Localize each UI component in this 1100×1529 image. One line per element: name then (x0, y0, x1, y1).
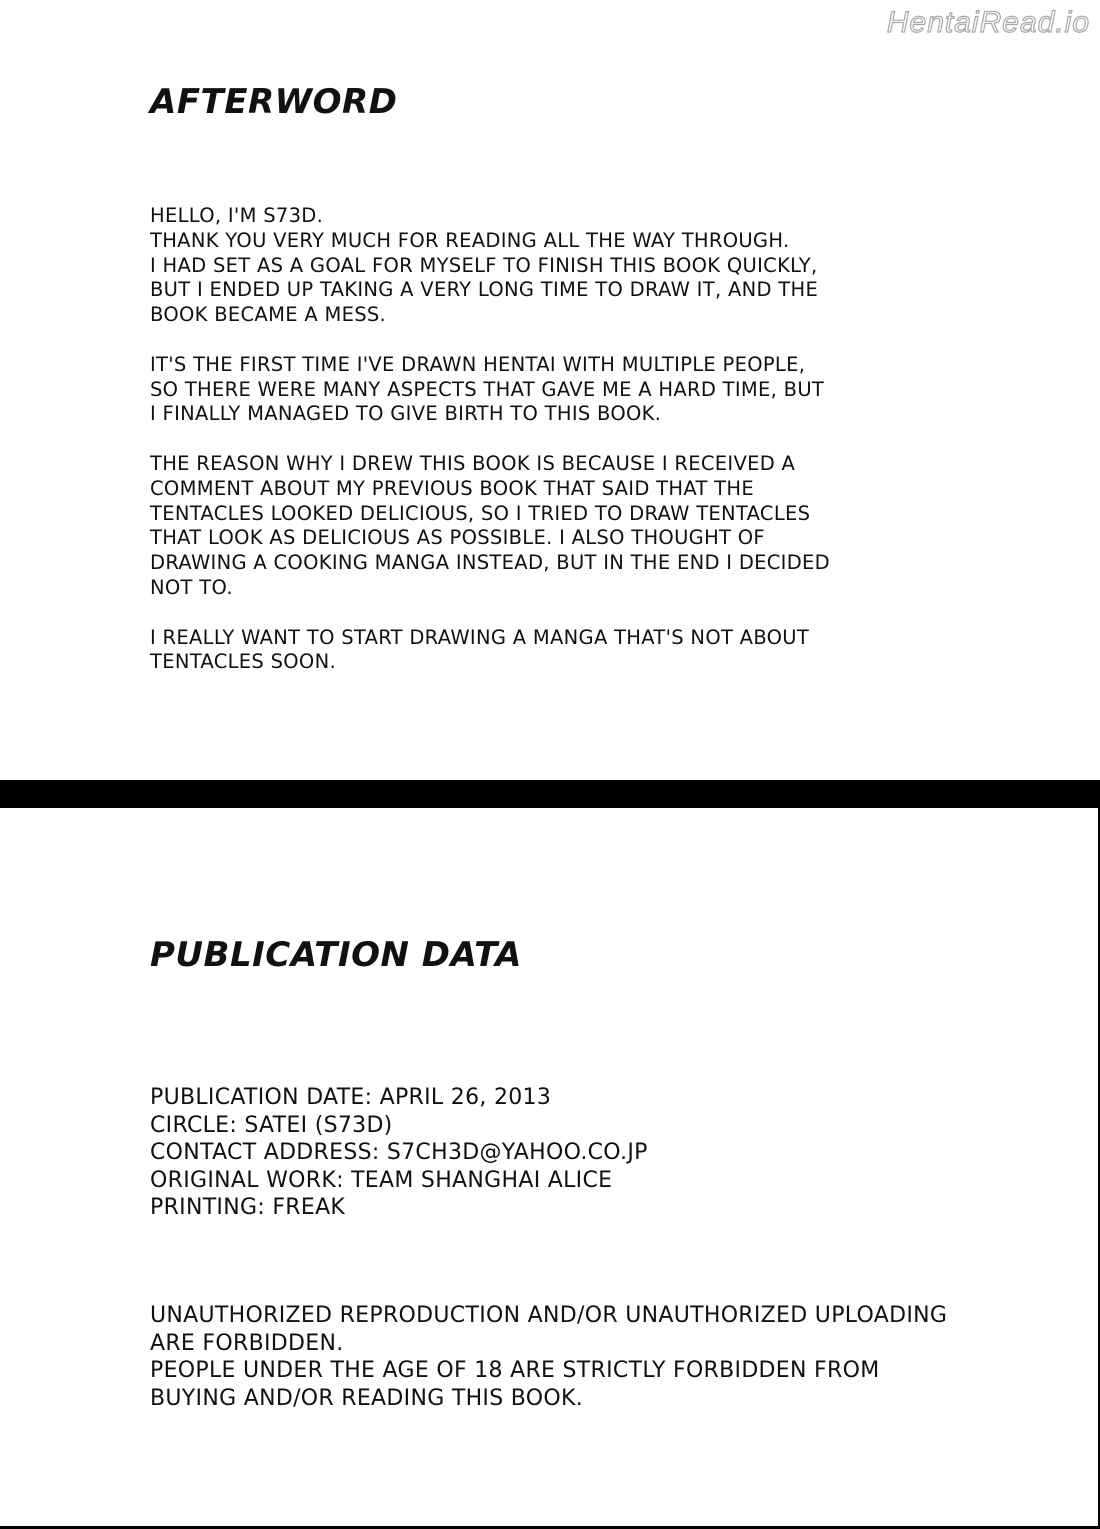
afterword-heading: AFTERWORD (150, 82, 398, 122)
afterword-paragraph: I REALLY WANT TO START DRAWING A MANGA THAT'S NOT ABOUT TENTACLES SOON. (150, 625, 810, 674)
afterword-body (150, 204, 930, 700)
legal-notice (150, 1302, 950, 1412)
afterword-paragraph: THE REASON WHY I DREW THIS BOOK IS BECAUSE I RECEIVED A COMMENT ABOUT MY PREVIOUS BOOK THAT SAID THAT THE TENTACLES LOOKED DELICIOUS, SO I TRIED TO DRAW TENTACLES THAT LOOK AS DELICIOUS AS POSSIBLE. I ALSO THOUGHT OF DRAWING A COOKING MANGA INSTEAD, BUT IN THE END I DECIDED NOT TO. (150, 451, 830, 599)
publication-data-list (150, 1084, 970, 1222)
publication-original-work: ORIGINAL WORK: TEAM SHANGHAI ALICE (150, 1167, 613, 1193)
publication-heading: PUBLICATION DATA (150, 935, 522, 975)
publication-section (150, 935, 1040, 1411)
legal-paragraph: UNAUTHORIZED REPRODUCTION AND/OR UNAUTHORIZED UPLOADING ARE FORBIDDEN. (150, 1303, 948, 1356)
publication-circle: CIRCLE: SATEI (S73D) (150, 1112, 393, 1138)
afterword-paragraph: HELLO, I'M S73D. THANK YOU VERY MUCH FOR READING ALL THE WAY THROUGH. I HAD SET AS A GOAL FOR MYSELF TO FINISH THIS BOOK QUICKLY, BUT I ENDED UP TAKING A VERY LONG TIME TO DRAW IT, AND THE BOOK BECAME A MESS. (150, 204, 819, 327)
publication-printing: PRINTING: FREAK (150, 1195, 346, 1220)
publication-contact: CONTACT ADDRESS: S7CH3D@YAHOO.CO.JP (150, 1140, 648, 1165)
legal-paragraph: PEOPLE UNDER THE AGE OF 18 ARE STRICTLY FORBIDDEN FROM BUYING AND/OR READING THIS BOOK. (150, 1358, 880, 1411)
page-divider-band (0, 780, 1100, 808)
site-watermark: HentaiRead.io (886, 6, 1090, 39)
afterword-paragraph: IT'S THE FIRST TIME I'VE DRAWN HENTAI WITH MULTIPLE PEOPLE, SO THERE WERE MANY ASPECTS THAT GAVE ME A HARD TIME, BUT I FINALLY MANAGED TO GIVE BIRTH TO THIS BOOK. (150, 352, 825, 426)
afterword-section (150, 82, 1040, 674)
publication-date: PUBLICATION DATE: APRIL 26, 2013 (150, 1085, 552, 1110)
